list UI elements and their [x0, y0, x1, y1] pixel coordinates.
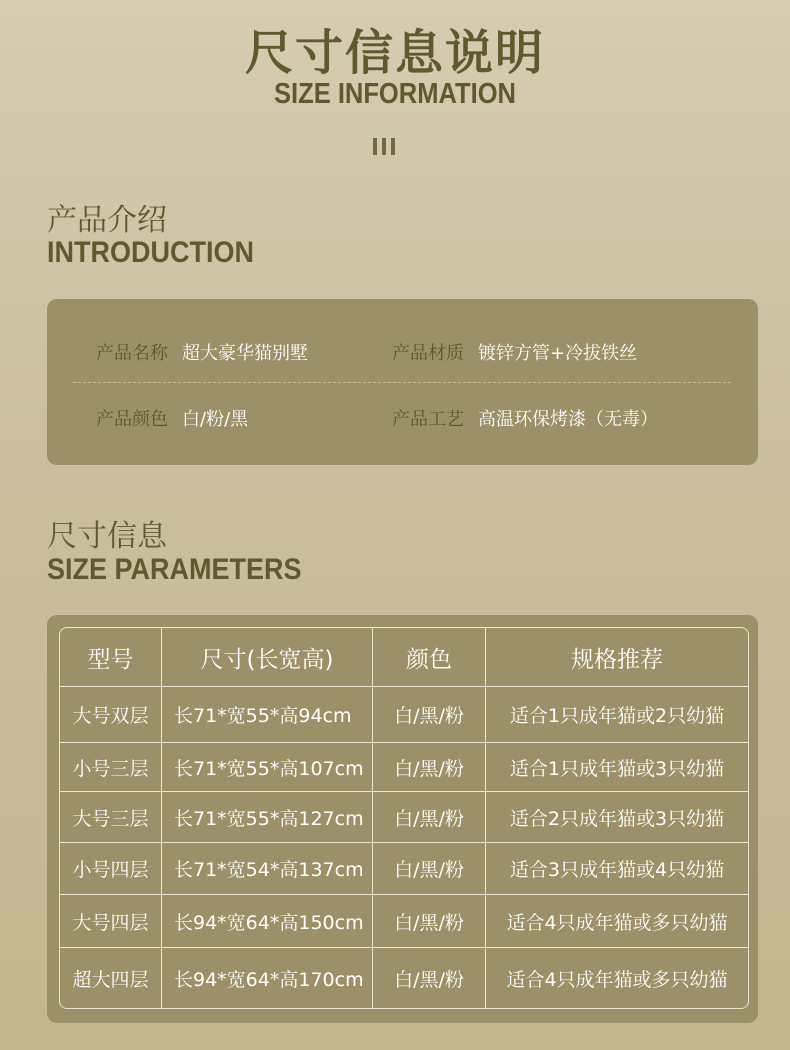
intro-panel	[47, 299, 758, 465]
page-subtitle: SIZE INFORMATION	[274, 78, 516, 110]
table-row	[60, 792, 748, 843]
cell-size: 长94*宽64*高150cm	[162, 895, 373, 948]
header-size: 尺寸(长宽高)	[162, 628, 373, 687]
intro-row-2	[47, 397, 758, 437]
size-panel	[47, 615, 758, 1023]
cell-color: 白/黑/粉	[373, 743, 486, 792]
intro-name-value: 超大豪华猫别墅	[182, 343, 308, 364]
cell-model: 超大四层	[60, 948, 162, 1008]
table-header-row	[60, 628, 748, 687]
intro-material-label: 产品材质	[392, 343, 464, 364]
intro-heading-en: INTRODUCTION	[47, 236, 254, 269]
header-color: 颜色	[373, 628, 486, 687]
intro-material	[392, 339, 637, 365]
cell-recommend: 适合3只成年猫或4只幼猫	[486, 843, 748, 895]
table-row	[60, 687, 748, 743]
intro-craft	[392, 405, 658, 431]
cell-model: 小号四层	[60, 843, 162, 895]
cell-color: 白/黑/粉	[373, 792, 486, 843]
size-table	[59, 627, 749, 1009]
cell-color: 白/黑/粉	[373, 895, 486, 948]
cell-recommend: 适合4只成年猫或多只幼猫	[486, 895, 748, 948]
cell-model: 大号三层	[60, 792, 162, 843]
intro-name	[96, 339, 308, 365]
intro-material-value: 镀锌方管+冷拔铁丝	[478, 343, 638, 364]
size-heading-en: SIZE PARAMETERS	[47, 553, 302, 586]
cell-model: 大号双层	[60, 687, 162, 743]
intro-color-value: 白/粉/黑	[182, 409, 249, 430]
cell-recommend: 适合1只成年猫或3只幼猫	[486, 743, 748, 792]
cell-size: 长71*宽55*高107cm	[162, 743, 373, 792]
table-row	[60, 948, 748, 1008]
intro-color-label: 产品颜色	[96, 409, 168, 430]
table-row	[60, 743, 748, 792]
header-model: 型号	[60, 628, 162, 687]
page-title: 尺寸信息说明	[244, 25, 545, 81]
header-recommend: 规格推荐	[486, 628, 748, 687]
cell-size: 长71*宽55*高94cm	[162, 687, 373, 743]
table-row	[60, 895, 748, 948]
cell-color: 白/黑/粉	[373, 948, 486, 1008]
intro-craft-label: 产品工艺	[392, 409, 464, 430]
cell-recommend: 适合4只成年猫或多只幼猫	[506, 968, 728, 991]
cell-recommend: 适合1只成年猫或2只幼猫	[486, 687, 748, 743]
size-heading: 尺寸信息	[47, 519, 167, 554]
intro-heading: 产品介绍	[47, 203, 167, 238]
intro-craft-value: 高温环保烤漆（无毒）	[478, 409, 658, 430]
divider-bars-icon	[373, 138, 395, 155]
intro-row-1	[47, 331, 758, 371]
intro-color	[96, 405, 248, 431]
cell-model: 大号四层	[60, 895, 162, 948]
cell-model: 小号三层	[60, 743, 162, 792]
cell-size: 长71*宽54*高137cm	[162, 843, 373, 895]
intro-divider	[73, 382, 731, 383]
cell-size: 长71*宽55*高127cm	[162, 792, 373, 843]
cell-color: 白/黑/粉	[373, 687, 486, 743]
cell-size: 长94*宽64*高170cm	[162, 948, 373, 1008]
cell-color: 白/黑/粉	[373, 843, 486, 895]
table-row	[60, 843, 748, 895]
cell-recommend: 适合2只成年猫或3只幼猫	[486, 792, 748, 843]
intro-name-label: 产品名称	[96, 343, 168, 364]
